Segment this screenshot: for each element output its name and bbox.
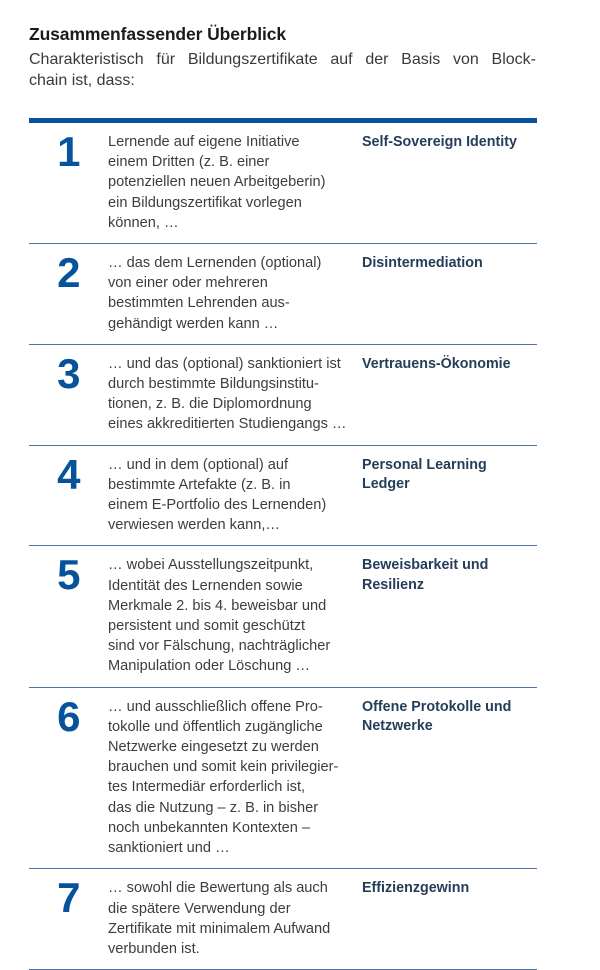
row-number: 1 [57,128,80,175]
row-description-line: verbunden ist. [108,940,200,957]
row-description-line: … und das (optional) sanktioniert ist [108,355,341,372]
row-description-line: einem E-Portfolio des Lernenden) [108,497,327,514]
row-label-line: Self-Sovereign Identity [362,134,517,150]
row-description-line: Netzwerke eingesetzt zu werden [108,739,319,756]
row-label-line: Ledger [362,476,410,493]
row-description-line: … und ausschließlich offene Pro- [108,698,323,715]
row-description-line: … wobei Ausstellungszeitpunkt, [108,557,314,574]
row-description-line: von einer oder mehreren [108,275,268,292]
row-description-line: gehändigt werden kann … [108,315,279,332]
row-number-cell [29,874,108,922]
row-description-cell [108,878,362,959]
intro-lead-line-2: chain ist, dass: [29,72,135,90]
row-description-line: einem Dritten (z. B. einer [108,154,270,171]
row-label-cell [362,555,537,595]
row-number-cell [29,128,108,175]
row-description-line: können, … [108,214,179,231]
row-description-line: potenziellen neuen Arbeitgeberin) [108,174,326,191]
row-description-line: bestimmte Artefakte (z. B. in [108,476,291,493]
row-description-line: noch unbekannten Kontexten – [108,819,311,836]
row-description-cell [108,555,362,676]
row-description-line: bestimmten Lehrenden aus- [108,295,290,312]
row-description-line: Merkmale 2. bis 4. beweisbar und [108,597,327,614]
row-description-line: sanktioniert und … [108,840,230,857]
row-number: 2 [57,249,80,297]
row-label-cell [362,878,537,898]
table-row [29,123,537,244]
row-number-cell [29,692,108,740]
row-description-line: sind vor Fälschung, nachträglicher [108,638,331,655]
row-description-cell [108,132,362,233]
row-description-line: brauchen und somit kein privilegier- [108,759,339,776]
row-description-cell [108,455,362,536]
row-number-cell [29,349,108,397]
intro-lead-paragraph [29,49,536,92]
row-description-line: eines akkreditierten Studiengangs … [108,416,347,433]
table-row [29,546,537,687]
table-rows-container [29,123,537,970]
row-description-line: tokolle und öffentlich zugängliche [108,718,323,735]
intro-block [29,0,571,91]
row-label-cell [362,697,537,737]
row-label-line: Offene Protokolle und [362,698,512,715]
table-row [29,688,537,870]
row-description-line: persistent und somit geschützt [108,618,306,635]
row-label-cell [362,253,537,273]
row-label-cell [362,354,537,374]
row-number: 7 [57,874,80,922]
table-row [29,345,537,446]
row-label-line: Resilienz [362,576,424,593]
row-label-line: Netzwerke [362,718,433,735]
page-title: Zusammenfassender Überblick [29,24,286,44]
row-number-cell [29,249,108,297]
row-label-line: Effizienzgewinn [362,880,470,897]
row-description-line: Zertifikate mit minimalem Aufwand [108,920,331,937]
row-label-line: Personal Learning [362,456,487,473]
row-number: 4 [57,450,80,498]
row-description-line: das die Nutzung – z. B. in bisher [108,799,319,816]
row-description-line: ein Bildungszertifikat vorlegen [108,194,302,211]
row-description-cell [108,354,362,435]
characteristics-table [29,118,537,970]
row-description-line: … das dem Lernenden (optional) [108,255,322,272]
row-number-cell [29,551,108,599]
row-label-line: Disintermediation [362,255,483,272]
table-row [29,244,537,345]
row-description-line: tes Intermediär erforderlich ist, [108,779,306,796]
row-label-line: Beweisbarkeit und [362,557,489,574]
row-description-line: verwiesen werden kann,… [108,517,280,534]
row-description-line: die spätere Verwendung der [108,900,291,917]
row-description-line: tionen, z. B. die Diplomordnung [108,396,312,413]
row-description-line: Lernende auf eigene Initiative [108,134,300,150]
row-label-cell [362,455,537,495]
table-row [29,446,537,547]
row-label-cell [362,132,537,152]
table-row [29,869,537,970]
row-number-cell [29,450,108,498]
row-description-line: Identität des Lernenden sowie [108,577,303,594]
row-description-cell [108,697,362,859]
row-number: 5 [57,551,80,599]
row-number: 3 [57,349,80,397]
row-description-line: … und in dem (optional) auf [108,456,289,473]
intro-lead-line-1: Charakteristisch für Bildungszertifikate auf der Basis von Block- [29,50,536,68]
row-description-line: Manipulation oder Löschung … [108,658,311,675]
row-label-line: Vertrauens-Ökonomie [362,355,511,372]
row-description-cell [108,253,362,334]
row-number: 6 [57,692,80,740]
row-description-line: … sowohl die Bewertung als auch [108,880,328,897]
row-description-line: durch bestimmte Bildungsinstitu- [108,376,319,393]
